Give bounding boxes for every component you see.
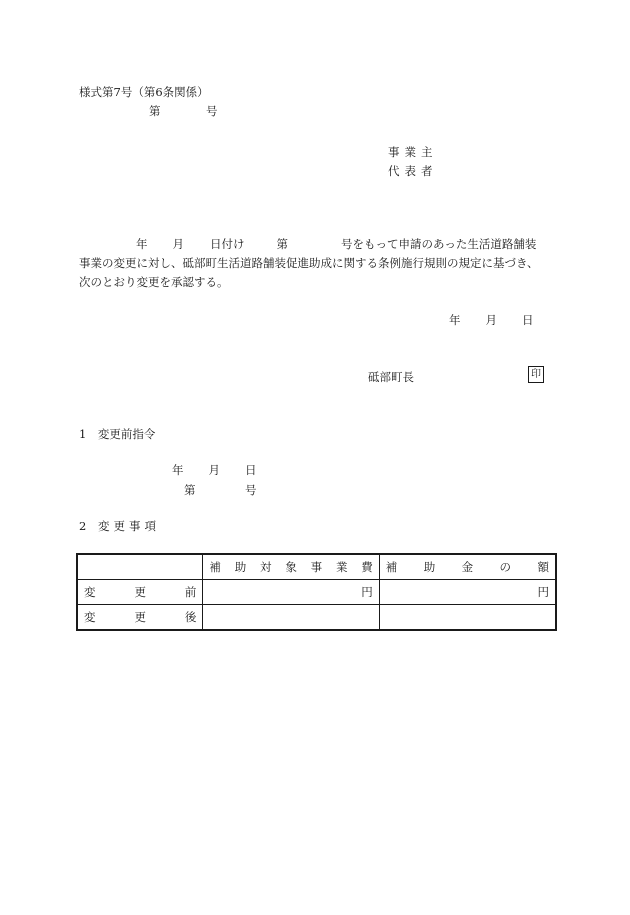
date-tsuki: 月 — [485, 313, 497, 327]
row-after-amount — [379, 605, 556, 631]
row-before-amount: 円 — [379, 580, 556, 605]
body-tsuki: 月 — [172, 237, 184, 251]
row-label-after — [77, 605, 203, 631]
sec1-nen: 年 — [172, 463, 184, 477]
label-char: 変 — [84, 585, 96, 599]
date-nen: 年 — [449, 313, 461, 327]
row-label-before — [77, 580, 203, 605]
label-char: 後 — [184, 610, 197, 624]
approval-body — [79, 235, 559, 292]
label-char: 金 — [461, 560, 474, 574]
sec1-tsuki: 月 — [208, 463, 220, 477]
label-char: 更 — [134, 610, 146, 624]
header-blank-cell — [77, 554, 203, 580]
label-char: 前 — [184, 585, 197, 599]
label-char: 補 — [385, 560, 398, 574]
body-line-3: 次のとおり変更を承認する。 — [79, 275, 229, 289]
doc-number-go: 号 — [206, 104, 218, 118]
section1-number-go: 号 — [245, 483, 257, 497]
section1-heading: 1 変更前指令 — [79, 427, 156, 441]
label-char: 業 — [335, 560, 348, 574]
row-after-cost — [203, 605, 379, 631]
change-items-table — [76, 553, 557, 631]
label-char: 助 — [423, 560, 436, 574]
label-char: 助 — [234, 560, 247, 574]
section1-date — [172, 462, 257, 478]
label-char: 補 — [209, 560, 221, 574]
label-char: 変 — [84, 610, 96, 624]
body-line-1 — [79, 235, 559, 254]
table-row — [77, 580, 556, 605]
recipient-representative: 代表者 — [388, 164, 438, 178]
label-char: 対 — [260, 560, 272, 574]
approval-date — [449, 312, 534, 328]
label-char: 更 — [134, 585, 146, 599]
form-number: 様式第7号（第6条関係） — [79, 85, 209, 99]
table-row — [77, 605, 556, 631]
row-before-cost: 円 — [203, 580, 379, 605]
label-char: 事 — [310, 560, 323, 574]
section2-heading: 2 変更事項 — [79, 519, 160, 533]
seal-stamp: 印 — [528, 366, 544, 383]
header-subsidy-cost — [203, 554, 379, 580]
table-header-row — [77, 554, 556, 580]
body-dai: 第 — [276, 237, 288, 251]
body-line-2: 事業の変更に対し、砥部町生活道路舗装促進助成に関する条例施行規則の規定に基づき、 — [79, 256, 539, 270]
label-char: の — [499, 560, 512, 574]
label-char: 費 — [361, 560, 373, 574]
section1-number-dai: 第 — [184, 483, 196, 497]
doc-number-dai: 第 — [149, 104, 161, 118]
sec1-hi: 日 — [245, 463, 257, 477]
label-char: 象 — [285, 560, 297, 574]
body-hizuke: 日付け — [210, 237, 245, 251]
date-hi: 日 — [522, 313, 534, 327]
issuer-title: 砥部町長 — [368, 370, 414, 384]
label-char: 額 — [537, 560, 549, 574]
recipient-business-owner: 事業主 — [388, 145, 438, 159]
body-rest: 号をもって申請のあった生活道路舗装 — [341, 237, 537, 251]
header-subsidy-amount — [379, 554, 556, 580]
body-nen: 年 — [136, 237, 148, 251]
